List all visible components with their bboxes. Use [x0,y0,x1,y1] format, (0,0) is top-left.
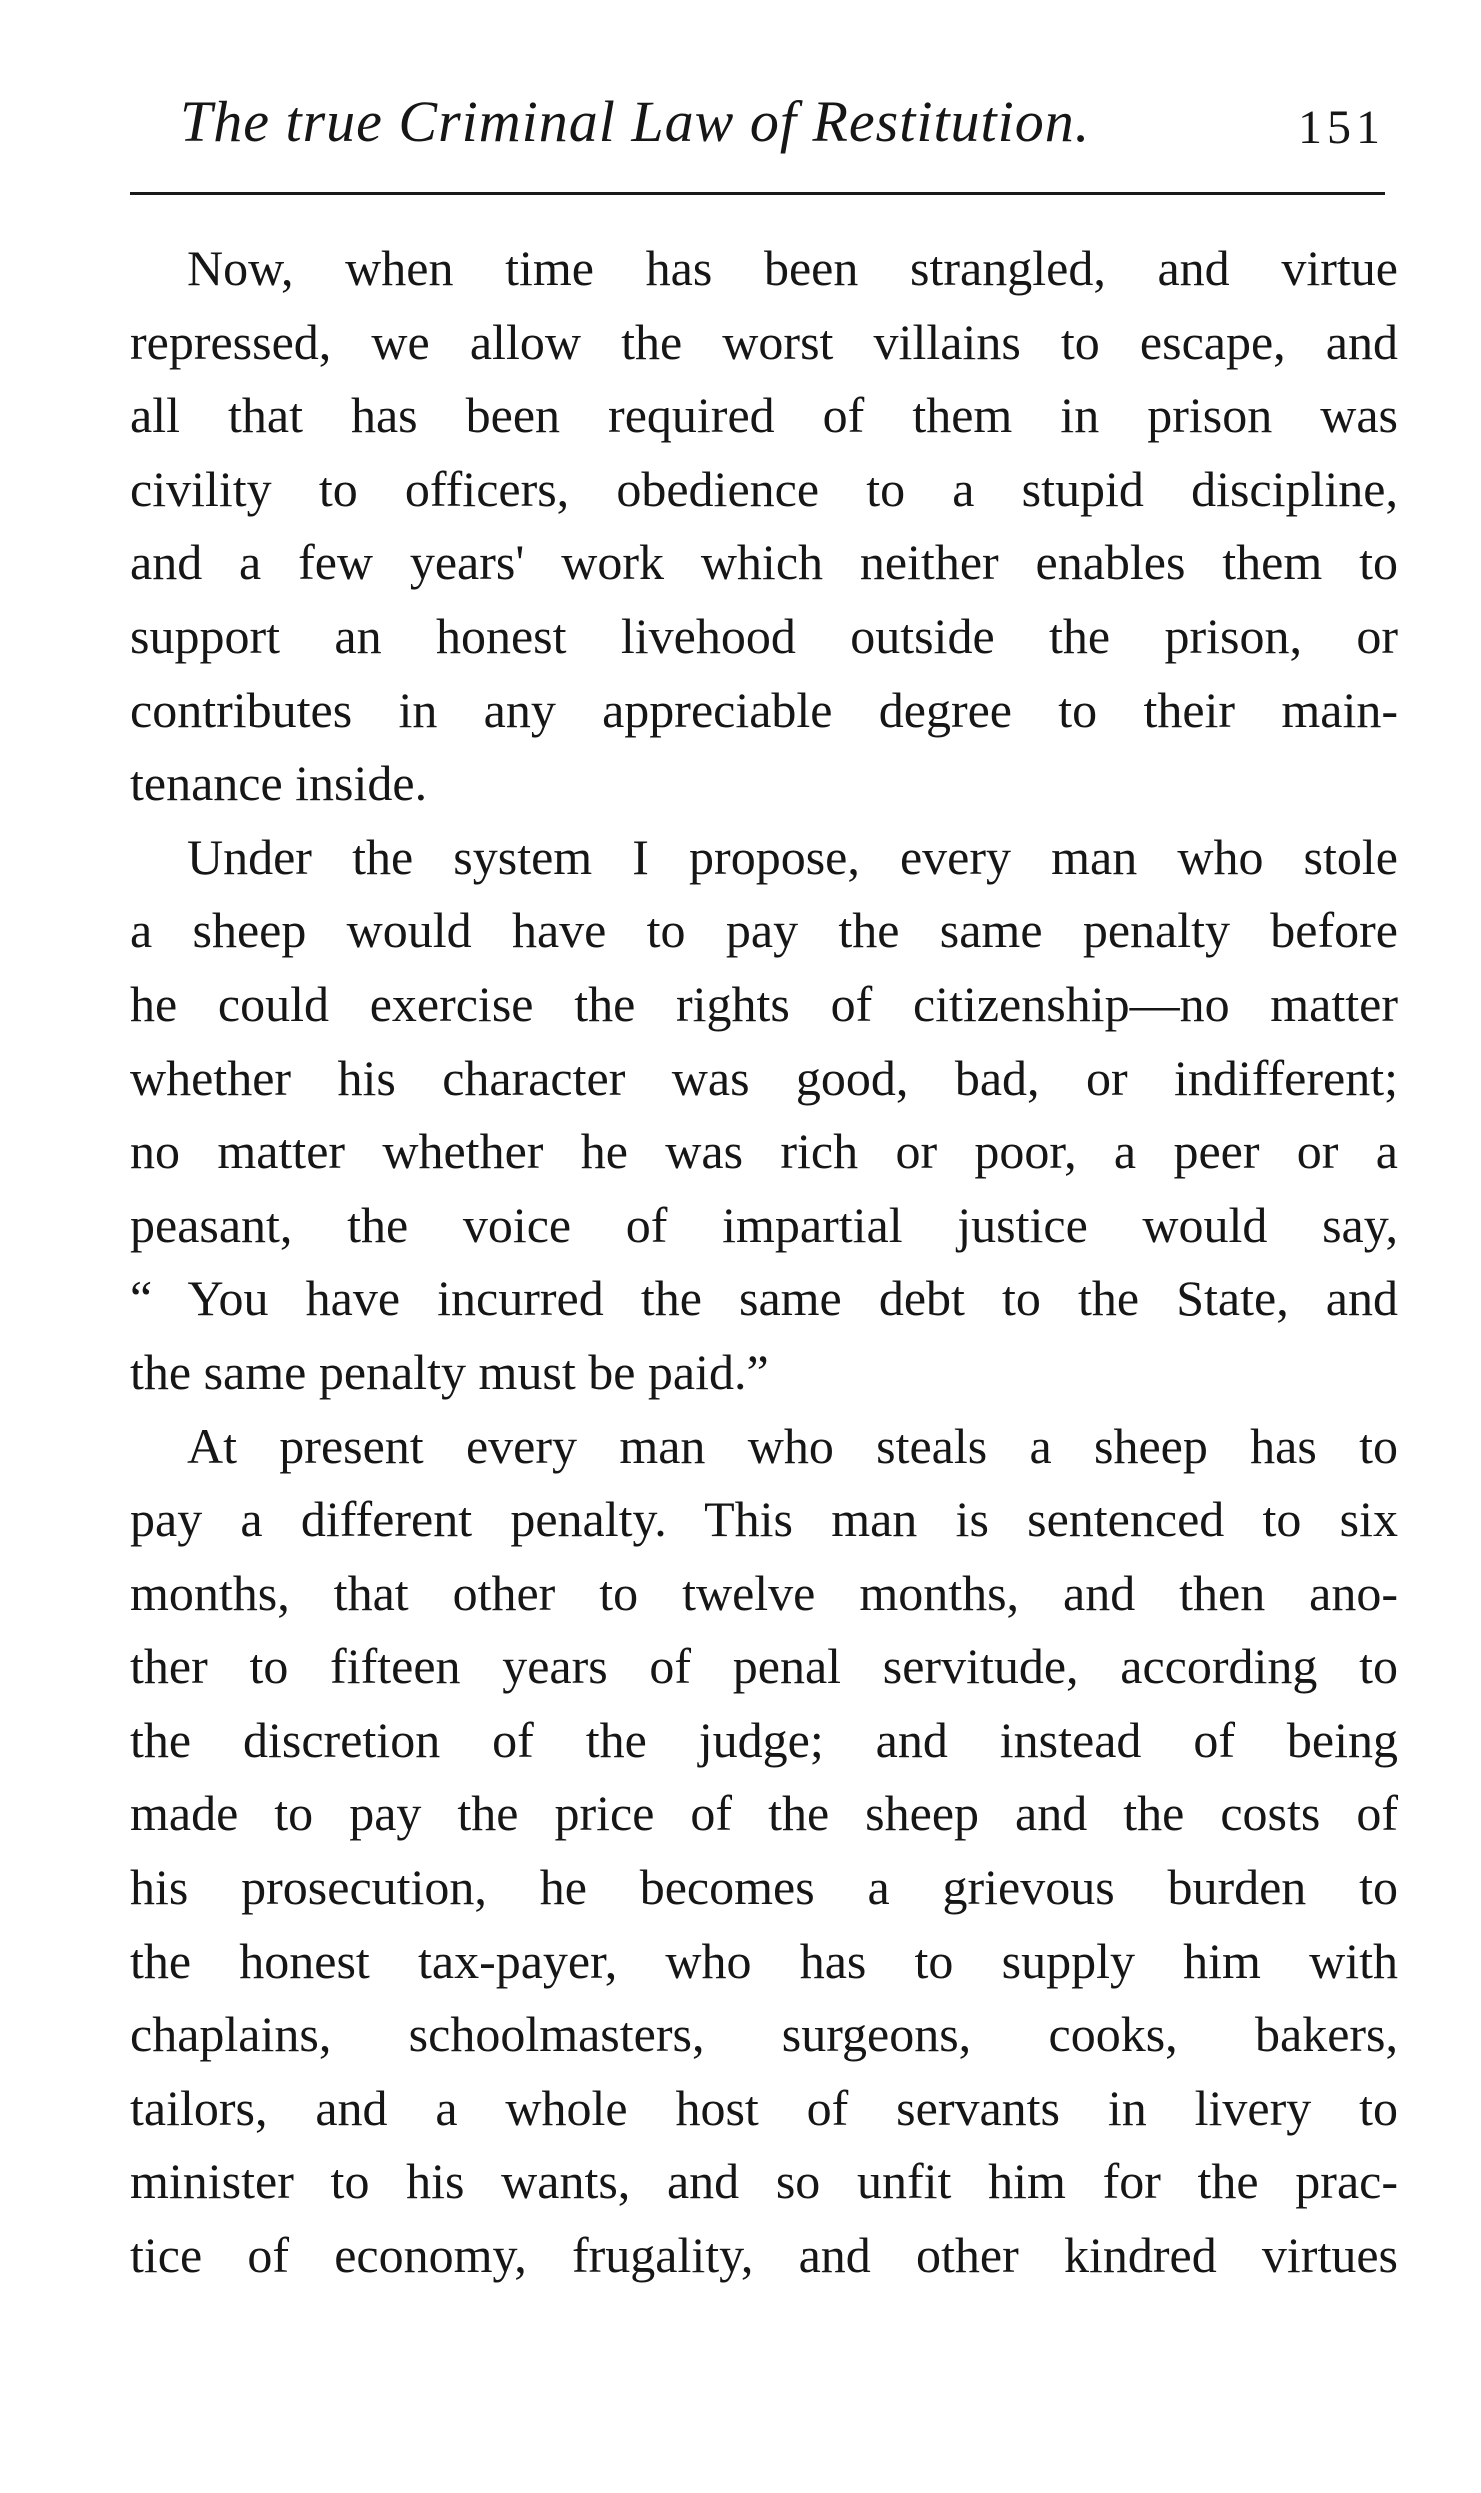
text-line: tenance inside. [130,755,428,812]
text-line: tice of economy, frugality, and other kindred virtues [130,2227,1398,2284]
text-line: and a few years' work which neither enables them to [130,534,1398,591]
page-header [130,82,1385,162]
text-line: all that has been required of them in prison was [130,387,1398,444]
text-line: chaplains, schoolmasters, surgeons, cooks, bakers, [130,2006,1398,2063]
text-line: support an honest livehood outside the prison, or [130,607,1398,664]
body-text [130,232,1398,2293]
text-line: months, that other to twelve months, and then ano- [130,1564,1398,1621]
text-line: his prosecution, he becomes a grievous burden to [130,1859,1398,1916]
text-line: whether his character was good, bad, or indifferent; [130,1049,1398,1106]
text-line: repressed, we allow the worst villains to escape, and [130,313,1398,370]
text-line: a sheep would have to pay the same penalty before [130,902,1398,959]
text-line: no matter whether he was rich or poor, a peer or a [130,1123,1398,1180]
text-line: tailors, and a whole host of servants in livery to [130,2079,1398,2136]
text-line: ther to fifteen years of penal servitude, according to [130,1638,1398,1695]
running-title: The true Criminal Law of Restitution. [180,89,1091,154]
text-line: “ You have incurred the same debt to the State, and [130,1270,1398,1327]
text-line: contributes in any appreciable degree to their main- [130,681,1398,738]
text-line: the honest tax-payer, who has to supply him with [130,1932,1398,1989]
text-line: At present every man who steals a sheep has to [187,1417,1398,1474]
text-line: Now, when time has been strangled, and virtue [187,240,1398,296]
text-line: made to pay the price of the sheep and the costs of [130,1785,1398,1842]
text-line: minister to his wants, and so unfit him for the prac- [130,2153,1398,2210]
text-line: the same penalty must be paid.” [130,1343,769,1400]
text-line: Under the system I propose, every man who stole [187,828,1398,885]
text-line: peasant, the voice of impartial justice would say, [130,1196,1398,1253]
page-number: 151 [1298,101,1385,154]
text-line: civility to officers, obedience to a stupid discipline, [130,460,1398,517]
text-line: pay a different penalty. This man is sentenced to six [130,1491,1398,1548]
text-line: he could exercise the rights of citizenship—no matter [130,975,1398,1032]
text-line: the discretion of the judge; and instead of being [130,1711,1398,1768]
header-rule [130,192,1385,195]
